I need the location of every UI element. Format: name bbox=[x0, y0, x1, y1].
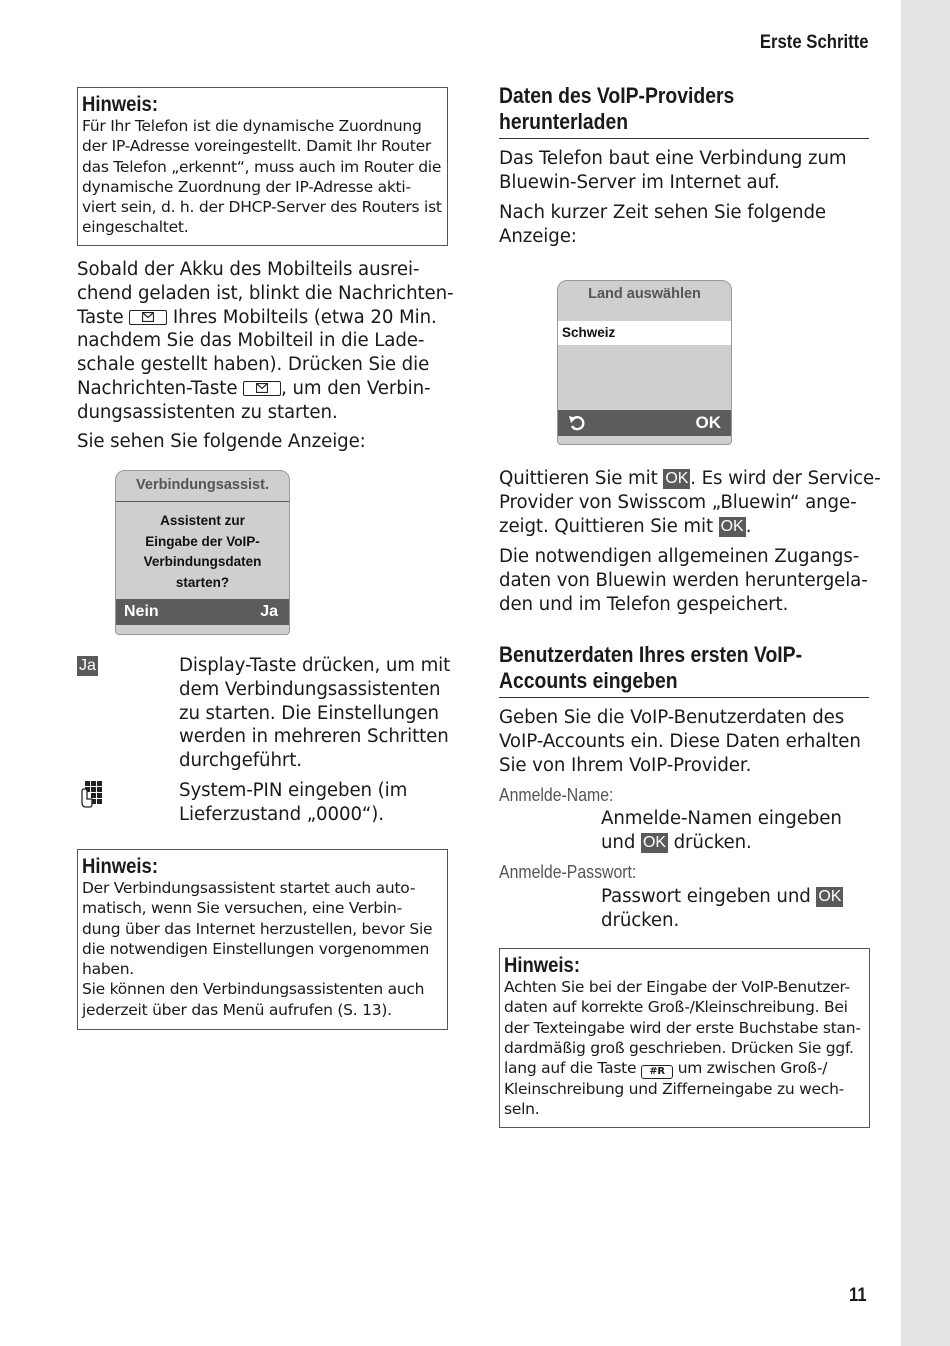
page-edge-strip bbox=[901, 0, 950, 1346]
note-body: Achten Sie bei der Eingabe der VoIP-Benutzer- daten auf korrekte Groß-/Kleinschreibung. Bei der Texteingabe wird der erste Buchstabe stan- dardmäßig groß geschrieben. Drücken Sie ggf. lang auf die Taste #R um zwischen Groß-/ Kleinschreibung und Zifferneingabe zu wech- seln. bbox=[504, 978, 861, 1119]
display-softkey-bar bbox=[116, 599, 289, 625]
note-box-ip bbox=[77, 87, 448, 246]
section-heading-user-data: Benutzerdaten Ihres ersten VoIP- Accounts eingeben bbox=[499, 642, 869, 698]
message-key-icon bbox=[243, 381, 281, 396]
phone-display-assistant bbox=[115, 470, 290, 635]
paragraph-message-key: Sobald der Akku des Mobilteils ausrei- chend geladen ist, blinkt die Nachrichten- Taste Ihres Mobilteils (etwa 20 Min. nachdem Sie das Mobilteil in die Lade- schale gestellt haben). Drücken Sie die Nachrichten-Taste , um den Verbin- dungsassistenten zu starten. bbox=[77, 259, 454, 423]
note-title: Hinweis: bbox=[504, 954, 580, 977]
note-title: Hinweis: bbox=[82, 93, 158, 116]
paragraph-display-intro-2: Nach kurzer Zeit sehen Sie folgende Anzeige: bbox=[499, 202, 826, 247]
step-ja-text: Display-Taste drücken, um mit dem Verbindungsassistenten zu starten. Die Einstellungen werden in mehreren Schritten durchgeführt. bbox=[179, 655, 451, 772]
paragraph-confirm: Quittieren Sie mit OK . Es wird der Service- Provider von Swisscom „Bluewin“ ange- zeigt. Quittieren Sie mit OK . bbox=[499, 468, 881, 537]
softkey-nein[interactable]: Nein bbox=[124, 603, 159, 620]
hash-key-icon: #R bbox=[641, 1065, 673, 1079]
display-title: Verbindungsassist. bbox=[116, 477, 289, 502]
display-title: Land auswählen bbox=[588, 286, 701, 302]
paragraph-access-data: Die notwendigen allgemeinen Zugangs- daten von Bluewin werden heruntergela- den und im Telefon gespeichert. bbox=[499, 546, 868, 615]
keypad-icon bbox=[79, 781, 105, 813]
display-message: Assistent zur Eingabe der VoIP- Verbindungsdaten starten? bbox=[143, 513, 262, 590]
field-label-login-name: Anmelde-Name: bbox=[499, 785, 614, 805]
note-box-assistant bbox=[77, 849, 448, 1030]
note-title: Hinweis: bbox=[82, 855, 158, 878]
softkey-ja[interactable]: Ja bbox=[260, 603, 278, 620]
ja-softkey-label: Ja bbox=[79, 657, 96, 674]
ok-key-label: OK bbox=[665, 470, 689, 487]
paragraph-user-data: Geben Sie die VoIP-Benutzerdaten des VoIP-Accounts ein. Diese Daten erhalten Sie von Ihrem VoIP-Provider. bbox=[499, 707, 861, 776]
section-heading-download: Daten des VoIP-Providers herunterladen bbox=[499, 83, 869, 139]
ok-key-label: OK bbox=[720, 517, 744, 535]
step-ja-key bbox=[77, 656, 98, 676]
paragraph-display-intro: Sie sehen Sie folgende Anzeige: bbox=[77, 431, 366, 452]
display-softkey-bar bbox=[558, 410, 731, 436]
back-arrow-icon[interactable] bbox=[568, 414, 586, 440]
page-number: 11 bbox=[848, 1285, 867, 1306]
ok-key-label: OK bbox=[818, 888, 842, 905]
step-pin-text: System-PIN eingeben (im Lieferzustand „0000“). bbox=[179, 780, 408, 825]
field-instruction-login-password: Passwort eingeben und OK drücken. bbox=[601, 886, 842, 931]
message-key-icon bbox=[129, 310, 167, 325]
note-body: Für Ihr Telefon ist die dynamische Zuordnung der IP-Adresse voreingestellt. Damit Ihr Router das Telefon „erkennt“, muss auch im Router die dynamische Zuordnung der IP-Adresse akti- viert sein, d. h. der DHCP-Server des Routers ist eingeschaltet. bbox=[82, 117, 442, 237]
field-label-login-password: Anmelde-Passwort: bbox=[499, 862, 637, 882]
country-list-item-selected[interactable]: Schweiz bbox=[558, 321, 731, 345]
phone-display-country bbox=[557, 280, 732, 445]
note-body: Der Verbindungsassistent startet auch auto- matisch, wenn Sie versuchen, eine Verbin- dung über das Internet herzustellen, bevor Sie die notwendigen Einstellungen vorgenommen haben. Sie können den Verbindungsassistenten auch jederzeit über das Menü aufrufen (S. 13). bbox=[82, 879, 433, 1019]
note-box-case bbox=[499, 948, 870, 1128]
paragraph-connection: Das Telefon baut eine Verbindung zum Bluewin-Server im Internet auf. bbox=[499, 148, 847, 193]
chapter-title: Erste Schritte bbox=[760, 32, 869, 53]
softkey-ok[interactable]: OK bbox=[695, 413, 721, 432]
field-instruction-login-name: Anmelde-Namen eingeben und OK drücken. bbox=[601, 808, 842, 853]
ok-key-label: OK bbox=[643, 833, 666, 851]
